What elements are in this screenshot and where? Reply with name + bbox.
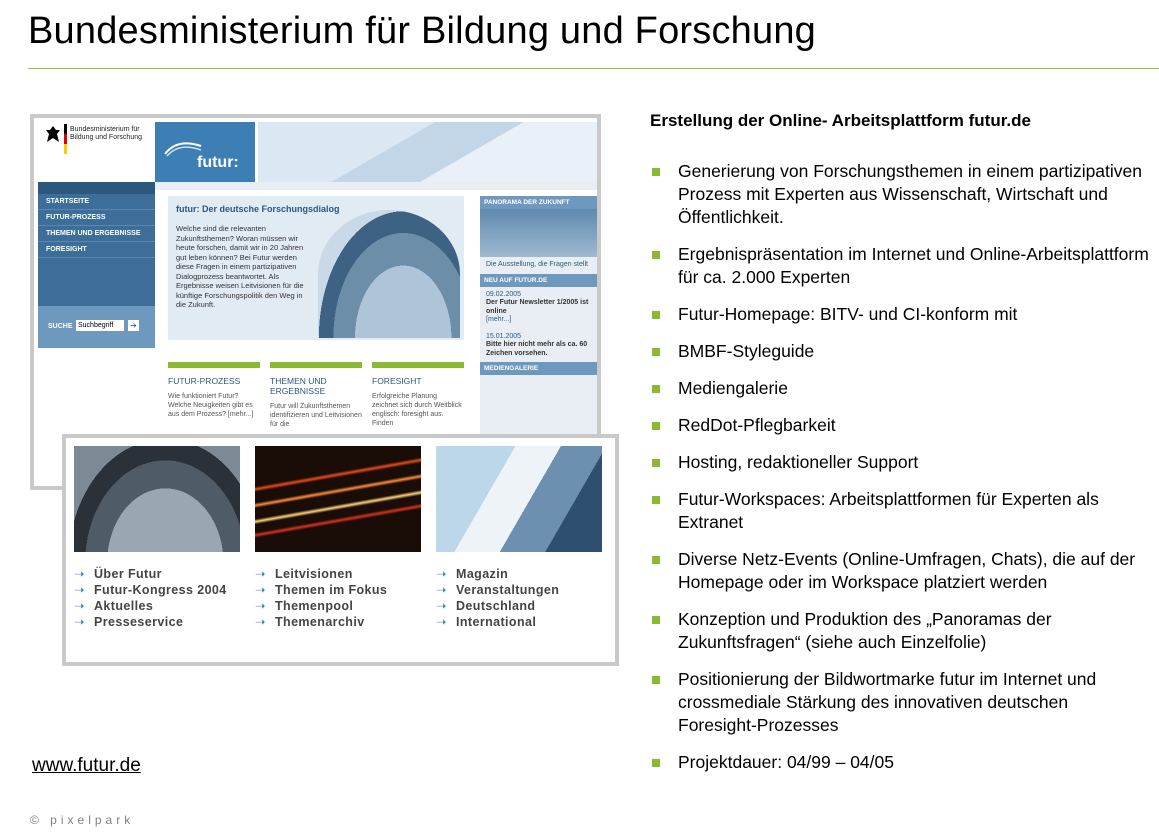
page-title: Bundesministerium für Bildung und Forschung [28, 10, 817, 52]
search-label: SUCHE [48, 323, 73, 330]
arrow-right-icon: ➝ [74, 599, 85, 613]
list-item: ➝ Über Futur [74, 567, 162, 581]
title-divider [28, 68, 1159, 69]
bullet-item: Futur-Homepage: BITV- und CI-konform mit [650, 303, 1150, 326]
bullet-square-icon [652, 459, 660, 467]
teaser-text: Welche sind die relevanten Zukunftsthemen? Woran müssen wir heute forschen, damit wir in 20 Jahren gut leben können? Bei Futur werden diese Fragen in einem partizipativen Dialogprozess beantwortet. Als Ergebnisse weisen Leitvisionen für die künftige Forschungspolitik den Weg in die Zukunft. [176, 224, 304, 309]
column-foresight [372, 362, 464, 428]
list-item: ➝ Deutschland [436, 599, 536, 613]
bmbf-logo [44, 124, 154, 184]
media-heading: MEDIENGALERIE [480, 362, 597, 375]
copyright: © pixelpark [30, 813, 135, 827]
light-trails-image [255, 446, 421, 552]
news-date: 09.02.2005 [486, 290, 522, 298]
bullet-list [650, 160, 1150, 788]
reichstag-dome-image [318, 210, 460, 338]
bullet-item: RedDot-Pflegbarkeit [650, 414, 1150, 437]
arrow-right-icon: ➝ [255, 583, 266, 597]
bullet-item: Generierung von Forschungsthemen in einem partizipativen Prozess mit Experten aus Wissenschaft, Wirtschaft und Öffentlichkeit. [650, 160, 1150, 229]
teaser-title: futur: Der deutsche Forschungsdialog [176, 204, 340, 214]
futur-website-link[interactable]: www.futur.de [32, 755, 141, 776]
bullet-item: Mediengalerie [650, 377, 1150, 400]
panorama-heading: PANORAMA DER ZUKUNFT [480, 196, 597, 209]
column-themen [270, 362, 362, 429]
link-list-1 [74, 566, 244, 630]
bullet-square-icon [652, 251, 660, 259]
section-heading: Erstellung der Online- Arbeitsplattform futur.de [650, 111, 1031, 130]
list-item: ➝ Presseservice [74, 615, 184, 629]
news-item-1 [480, 287, 597, 329]
arrow-right-icon: ➝ [255, 615, 266, 629]
column-heading: FORESIGHT [372, 376, 422, 386]
futur-banner [155, 122, 255, 182]
arrow-right-icon: ➝ [436, 599, 447, 613]
list-item: ➝ Themenpool [255, 599, 354, 613]
list-item: ➝ Magazin [436, 567, 509, 581]
list-item: ➝ Themen im Fokus [255, 583, 388, 597]
list-item: ➝ International [436, 615, 537, 629]
arrow-right-icon: ➝ [436, 583, 447, 597]
list-item: ➝ Themenarchiv [255, 615, 365, 629]
list-item: ➝ Veranstaltungen [436, 583, 560, 597]
nav-item-themen: THEMEN UND ERGEBNISSE [38, 226, 155, 242]
news-text: Der Futur Newsletter 1/2005 ist online [486, 299, 589, 315]
link-list-2 [255, 566, 425, 630]
logo-text: Bundesministerium für Bildung und Forschung [70, 126, 142, 141]
bullet-item: Ergebnispräsentation im Internet und Online-Arbeitsplattform für ca. 2.000 Experten [650, 243, 1150, 289]
bullet-square-icon [652, 168, 660, 176]
column-heading: THEMEN UND ERGEBNISSE [270, 376, 327, 396]
nav-item-futur-prozess: FUTUR-PROZESS [38, 210, 155, 226]
nav-item-foresight: FORESIGHT [38, 242, 155, 258]
german-flag-bar [64, 124, 67, 154]
bullet-square-icon [652, 676, 660, 684]
column-text: Erfolgreiche Planung zeichnet sich durch Weitblick englisch: foresight aus. Finden [372, 393, 462, 427]
arrow-right-icon: ➔ [128, 320, 139, 331]
panorama-link: Die Ausstellung, die Fragen stellt [486, 261, 588, 268]
arrow-right-icon: ➝ [74, 615, 85, 629]
arrow-right-icon: ➝ [255, 599, 266, 613]
bullet-square-icon [652, 556, 660, 564]
bullet-item: BMBF-Styleguide [650, 340, 1150, 363]
search-box-area [38, 306, 155, 348]
arrow-right-icon: ➝ [436, 615, 447, 629]
futur-wordmark: futur: [197, 154, 239, 171]
column-text: Futur will Zukunftsthemen identifizieren und Leitvisionen für die [270, 403, 362, 428]
bullet-item: Futur-Workspaces: Arbeitsplattformen für Experten als Extranet [650, 488, 1150, 534]
bullet-item: Projektdauer: 04/99 – 04/05 [650, 751, 1150, 774]
main-teaser [168, 196, 464, 340]
search-input: Suchbegriff [76, 320, 124, 331]
content-strip [155, 182, 597, 190]
scientist-image [436, 446, 602, 552]
bullet-item: Konzeption und Produktion des „Panoramas der Zukunftsfragen“ (siehe auch Einzelfolie) [650, 608, 1150, 654]
bullet-item: Positionierung der Bildwortmarke futur im Internet und crossmediale Stärkung des innovativen deutschen Foresight-Prozesses [650, 668, 1150, 737]
link-list-3 [436, 566, 606, 630]
bullet-square-icon [652, 348, 660, 356]
list-item: ➝ Aktuelles [74, 599, 154, 613]
news-date: 15.01.2005 [486, 332, 522, 340]
nav-top-bar [38, 182, 155, 194]
news-heading: NEU AUF FUTUR.DE [480, 274, 597, 287]
news-text: Bitte hier nicht mehr als ca. 60 Zeichen vorsehen. [486, 341, 588, 357]
bullet-square-icon [652, 616, 660, 624]
bullet-square-icon [652, 422, 660, 430]
news-more-link: [mehr...] [486, 316, 512, 323]
dome-interior-image [74, 446, 240, 552]
arrow-right-icon: ➝ [255, 567, 266, 581]
arrow-right-icon: ➝ [74, 567, 85, 581]
column-heading: FUTUR-PROZESS [168, 376, 241, 386]
bullet-square-icon [652, 385, 660, 393]
news-item-2 [480, 329, 597, 363]
bullet-item: Hosting, redaktioneller Support [650, 451, 1150, 474]
nav-item-startseite: STARTSEITE [38, 194, 155, 210]
panorama-image [480, 209, 597, 257]
list-item: ➝ Futur-Kongress 2004 [74, 583, 227, 597]
futur-subpage-screenshot [62, 434, 619, 666]
arrow-right-icon: ➝ [436, 567, 447, 581]
bullet-square-icon [652, 311, 660, 319]
eagle-icon [44, 124, 62, 148]
bullet-square-icon [652, 496, 660, 504]
bullet-square-icon [652, 759, 660, 767]
list-item: ➝ Leitvisionen [255, 567, 353, 581]
bullet-item: Diverse Netz-Events (Online-Umfragen, Chats), die auf der Homepage oder im Workspace platziert werden [650, 548, 1150, 594]
column-text: Wie funktioniert Futur? Welche Neuigkeiten gibt es aus dem Prozess? [mehr...] [168, 393, 254, 418]
arrow-right-icon: ➝ [74, 583, 85, 597]
column-futur-prozess [168, 362, 260, 419]
header-image [258, 122, 597, 182]
